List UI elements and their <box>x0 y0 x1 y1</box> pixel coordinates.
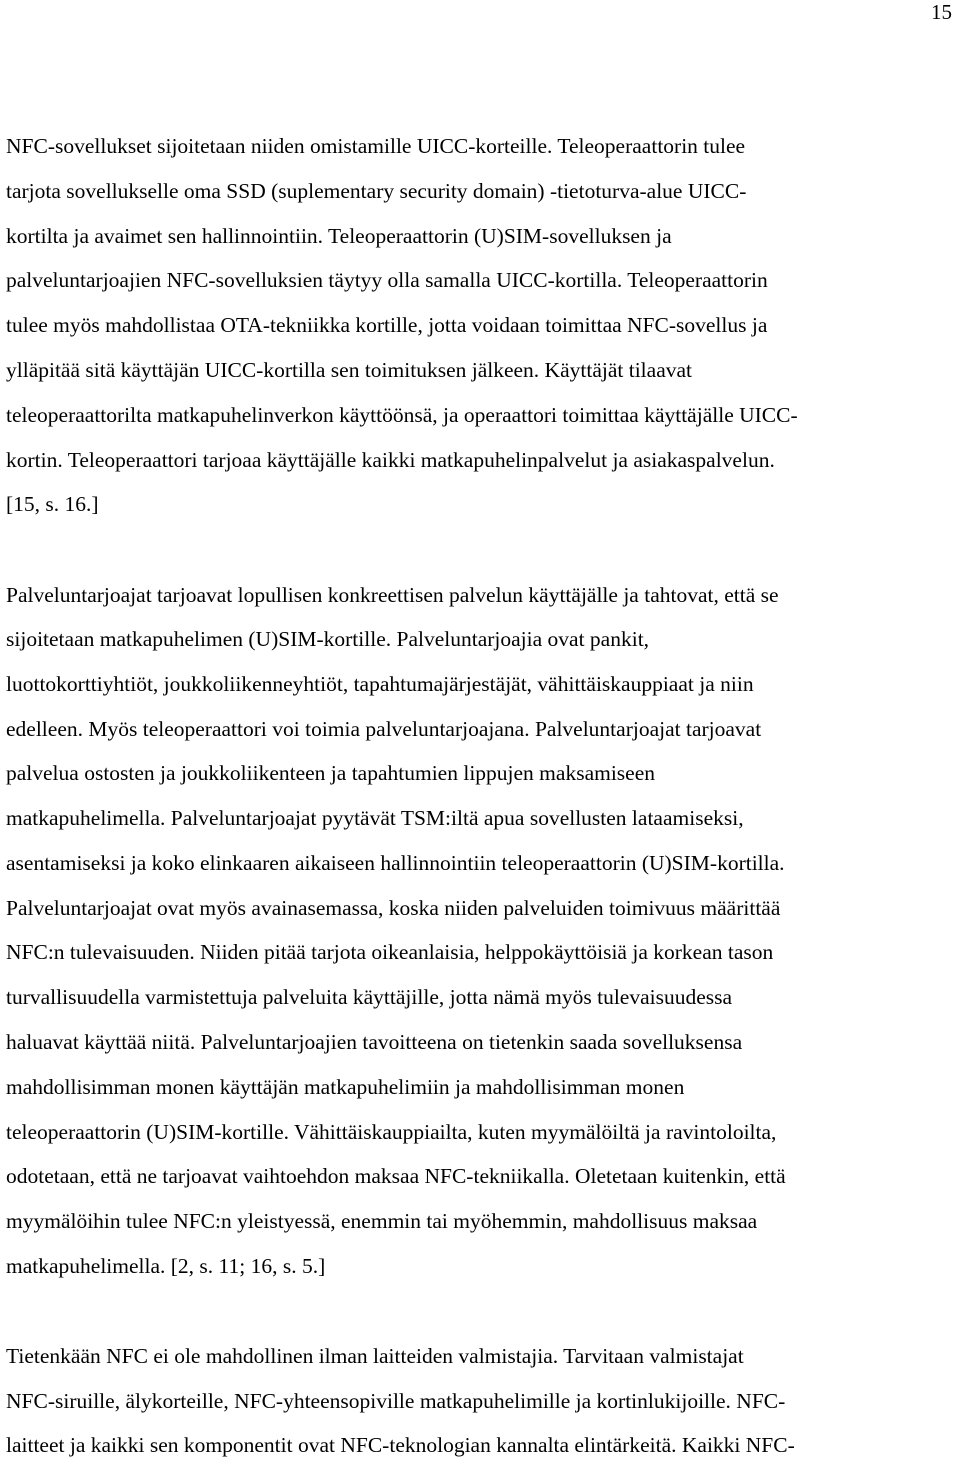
text-line: palveluntarjoajien NFC-sovelluksien täytyy olla samalla UICC-kortilla. Teleoperaattorin <box>6 268 768 292</box>
page-number: 15 <box>931 0 952 24</box>
text-line: tulee myös mahdollistaa OTA-tekniikka kortille, jotta voidaan toimittaa NFC-sovellus ja <box>6 313 768 337</box>
text-line: teleoperaattorilta matkapuhelinverkon käyttöönsä, ja operaattori toimittaa käyttäjälle UICC- <box>6 403 798 427</box>
text-line: kortilta ja avaimet sen hallinnointiin. Teleoperaattorin (U)SIM-sovelluksen ja <box>6 224 672 248</box>
text-line: turvallisuudella varmistettuja palveluita käyttäjille, jotta nämä myös tulevaisuudessa <box>6 985 733 1009</box>
text-line: edelleen. Myös teleoperaattori voi toimia palveluntarjoajana. Palveluntarjoajat tarjoavat <box>6 717 762 741</box>
text-line: luottokorttiyhtiöt, joukkoliikenneyhtiöt, tapahtumajärjestäjät, vähittäiskauppiaat ja niin <box>6 672 754 696</box>
text-line: asentamiseksi ja koko elinkaaren aikaiseen hallinnointiin teleoperaattorin (U)SIM-kortilla. <box>6 851 785 875</box>
text-line: mahdollisimman monen käyttäjän matkapuhelimiin ja mahdollisimman monen <box>6 1075 685 1099</box>
text-line: Palveluntarjoajat ovat myös avainasemassa, koska niiden palveluiden toimivuus määrittää <box>6 896 781 920</box>
text-line: ylläpitää sitä käyttäjän UICC-kortilla sen toimituksen jälkeen. Käyttäjät tilaavat <box>6 358 693 382</box>
text-line: NFC-sovellukset sijoitetaan niiden omistamille UICC-korteille. Teleoperaattorin tulee <box>6 134 746 158</box>
text-line: NFC-siruille, älykorteille, NFC-yhteensopiville matkapuhelimille ja kortinlukijoille. NFC- <box>6 1389 786 1413</box>
text-line: palvelua ostosten ja joukkoliikenteen ja tapahtumien lippujen maksamiseen <box>6 761 656 785</box>
text-line: kortin. Teleoperaattori tarjoaa käyttäjälle kaikki matkapuhelinpalvelut ja asiakaspalvelun. <box>6 448 775 472</box>
text-line: Palveluntarjoajat tarjoavat lopullisen konkreettisen palvelun käyttäjälle ja tahtovat, että se <box>6 583 779 607</box>
text-line: haluavat käyttää niitä. Palveluntarjoajien tavoitteena on tietenkin saada sovelluksensa <box>6 1030 743 1054</box>
text-line: matkapuhelimella. Palveluntarjoajat pyytävät TSM:iltä apua sovellusten lataamiseksi, <box>6 806 744 830</box>
text-line: matkapuhelimella. [2, s. 11; 16, s. 5.] <box>6 1254 326 1278</box>
text-line: laitteet ja kaikki sen komponentit ovat NFC-teknologian kannalta elintärkeitä. Kaikki NFC- <box>6 1433 795 1457</box>
text-line: tarjota sovellukselle oma SSD (suplementary security domain) -tietoturva-alue UICC- <box>6 179 747 203</box>
text-line: [15, s. 16.] <box>6 492 99 516</box>
text-line: Tietenkään NFC ei ole mahdollinen ilman laitteiden valmistajia. Tarvitaan valmistajat <box>6 1344 744 1368</box>
text-line: myymälöihin tulee NFC:n yleistyessä, enemmin tai myöhemmin, mahdollisuus maksaa <box>6 1209 758 1233</box>
text-line: odotetaan, että ne tarjoavat vaihtoehdon maksaa NFC-tekniikalla. Oletetaan kuitenkin, että <box>6 1164 786 1188</box>
text-line: NFC:n tulevaisuuden. Niiden pitää tarjota oikeanlaisia, helppokäyttöisiä ja korkean tason <box>6 940 774 964</box>
text-line: teleoperaattorin (U)SIM-kortille. Vähittäiskauppiailta, kuten myymälöiltä ja ravintoloilta, <box>6 1120 777 1144</box>
text-line: sijoitetaan matkapuhelimen (U)SIM-kortille. Palveluntarjoajia ovat pankit, <box>6 627 650 651</box>
